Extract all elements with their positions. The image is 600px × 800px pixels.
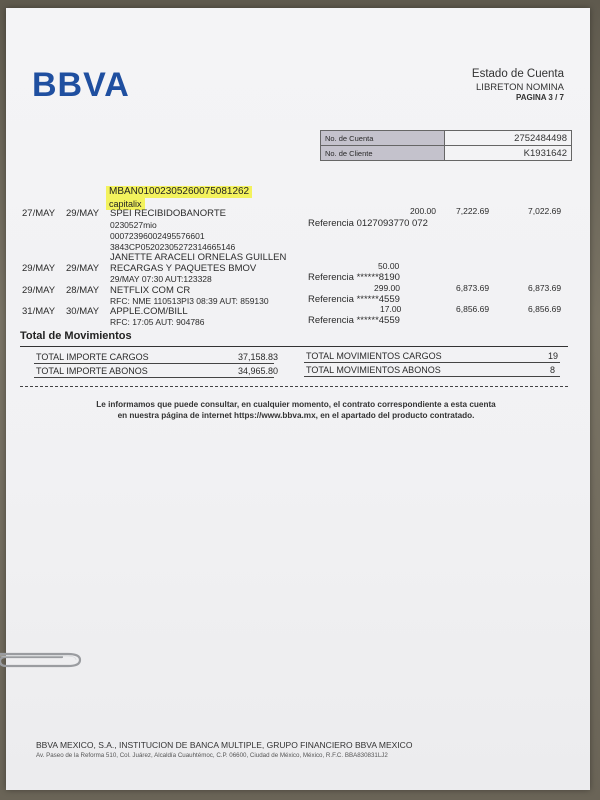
tx4-detail-1: RFC: 17:05 AUT: 904786: [110, 317, 205, 327]
tx1-liq-date: 29/MAY: [66, 208, 100, 219]
footer-address: Av. Paseo de la Reforma 510, Col. Juárez, Alcaldía Cuauhtémoc, C.P. 06600, Ciudad de México, México, R.F.C. BBA830831LJ2: [36, 752, 388, 759]
bank-logo: BBVA: [32, 66, 130, 104]
tx1-abono: 200.00: [410, 206, 436, 216]
tx4-oper-date: 31/MAY: [22, 306, 56, 317]
tx2-cargo: 50.00: [378, 261, 400, 271]
total-mov-abonos-label: TOTAL MOVIMIENTOS ABONOS: [306, 365, 441, 375]
highlighted-note: capitalix: [106, 198, 145, 210]
totals-section-title: Total de Movimientos: [20, 330, 132, 342]
tx4-liq-date: 30/MAY: [66, 306, 100, 317]
tx3-liquidacion: 6,873.69: [528, 283, 562, 293]
abonos-underline: [34, 377, 274, 378]
product-name: LIBRETON NOMINA: [476, 82, 564, 93]
tx1-operacion: 7,222.69: [456, 206, 490, 216]
tx2-liq-date: 29/MAY: [66, 263, 100, 274]
total-mov-cargos-label: TOTAL MOVIMIENTOS CARGOS: [306, 351, 442, 361]
tx3-detail-1: RFC: NME 110513PI3 08:39 AUT: 859130: [110, 296, 269, 306]
tx2-description: RECARGAS Y PAQUETES BMOV: [110, 263, 257, 274]
notice-line-2: en nuestra página de internet https://www.bbva.mx, en el apartado del producto contratado.: [117, 411, 475, 420]
statement-header: [472, 68, 564, 102]
tx1-liquidacion: 7,022.69: [528, 206, 562, 216]
cargos-underline: [34, 363, 274, 364]
tx1-detail-4: JANETTE ARACELI ORNELAS GUILLEN: [110, 252, 287, 263]
mov-cargos-underline: [304, 362, 560, 363]
footer-company: BBVA MEXICO, S.A., INSTITUCION DE BANCA MULTIPLE, GRUPO FINANCIERO BBVA MEXICO: [36, 740, 413, 750]
tx1-detail-3: 3843CP05202305272314665146: [110, 242, 236, 252]
tx3-liq-date: 28/MAY: [66, 285, 100, 296]
total-importe-cargos-label: TOTAL IMPORTE CARGOS: [36, 352, 149, 362]
dashed-separator: [20, 386, 568, 387]
total-importe-abonos-label: TOTAL IMPORTE ABONOS: [36, 366, 148, 376]
paperclip-icon: [0, 644, 86, 672]
tx3-cargo: 299.00: [374, 283, 400, 293]
totals-divider: [20, 346, 568, 347]
tx2-detail-1: 29/MAY 07:30 AUT:123328: [110, 274, 212, 284]
total-mov-cargos: 19: [548, 351, 559, 361]
tx4-reference: Referencia ******4559: [308, 315, 400, 326]
statement-page: [6, 8, 590, 790]
mov-abonos-underline: [304, 376, 560, 377]
tx4-liquidacion: 6,856.69: [528, 304, 562, 314]
contract-notice: [66, 399, 526, 421]
tx3-oper-date: 29/MAY: [22, 285, 56, 296]
statement-title: Estado de Cuenta: [471, 68, 564, 80]
account-number-label: No. de Cuenta: [321, 131, 445, 146]
client-number: K1931642: [445, 146, 572, 161]
page-number: PAGINA 3 / 7: [515, 93, 564, 102]
account-info-table: [320, 130, 572, 161]
tx1-oper-date: 27/MAY: [22, 208, 56, 219]
tx4-cargo: 17.00: [380, 304, 402, 314]
tx1-reference: Referencia 0127093770 072: [308, 218, 428, 229]
tx3-operacion: 6,873.69: [456, 283, 490, 293]
tx4-description: APPLE.COM/BILL: [110, 306, 188, 317]
tx3-description: NETFLIX COM CR: [110, 285, 191, 296]
tx3-reference: Referencia ******4559: [308, 294, 400, 305]
client-number-label: No. de Cliente: [321, 146, 445, 161]
tx2-reference: Referencia ******8190: [308, 272, 400, 283]
highlighted-reference: MBAN01002305260075081262: [106, 186, 252, 198]
tx4-operacion: 6,856.69: [456, 304, 490, 314]
total-importe-cargos: 37,158.83: [238, 352, 279, 362]
total-importe-abonos: 34,965.80: [238, 366, 279, 376]
tx1-detail-2: 00072396002495576601: [110, 231, 205, 241]
notice-line-1: Le informamos que puede consultar, en cualquier momento, el contrato correspondiente a esta cuenta: [96, 400, 496, 409]
tx1-description: SPEI RECIBIDOBANORTE: [110, 208, 226, 219]
account-number: 2752484498: [445, 131, 572, 146]
tx2-oper-date: 29/MAY: [22, 263, 56, 274]
tx1-detail-1: 0230527mio: [110, 220, 157, 230]
total-mov-abonos: 8: [550, 365, 556, 375]
